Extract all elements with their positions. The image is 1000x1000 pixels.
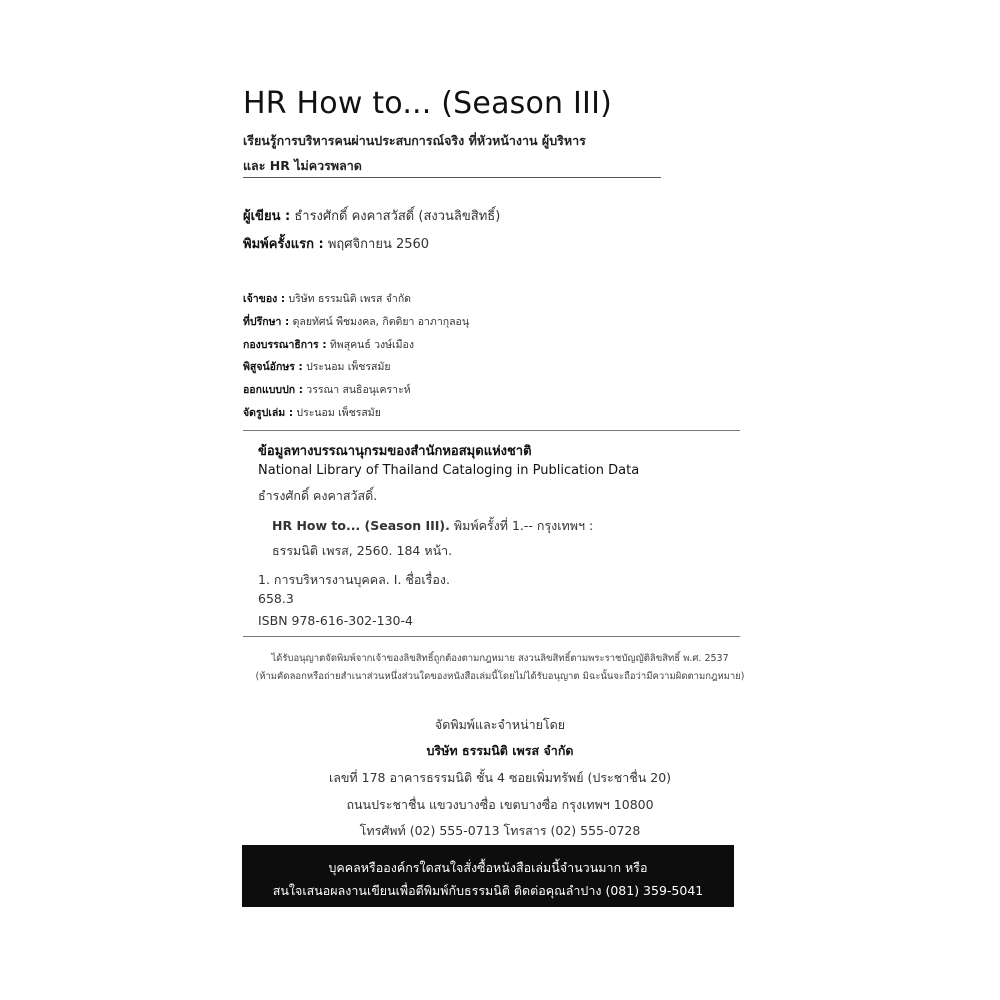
cip-entry-title: HR How to... (Season III). (272, 518, 450, 533)
banner-line-1: บุคคลหรือองค์กรใดสนใจสั่งซื้อหนังสือเล่มนี้จำนวนมาก หรือ (328, 860, 648, 875)
cip-entry-line-2: ธรรมนิติ เพรส, 2560. 184 หน้า. (272, 543, 453, 558)
publisher-phone: โทรศัพท์ (02) 555-0713 โทรสาร (02) 555-0728 (359, 823, 641, 838)
cip-subject: 1. การบริหารงานบุคคล. I. ชื่อเรื่อง. (258, 572, 450, 587)
cip-class-number: 658.3 (258, 591, 294, 606)
staff-row (243, 404, 381, 421)
staff-label: ที่ปรึกษา : (243, 316, 290, 328)
staff-label: กองบรรณาธิการ : (243, 339, 327, 351)
book-subtitle-line-1: เรียนรู้การบริหารคนผ่านประสบการณ์จริง ที่หัวหน้างาน ผู้บริหาร (243, 133, 586, 148)
cip-author: ธำรงศักดิ์ คงคาสวัสดิ์. (258, 488, 378, 503)
author-label: ผู้เขียน : (243, 209, 291, 224)
author-value: ธำรงศักดิ์ คงคาสวัสดิ์ (สงวนลิขสิทธิ์) (294, 209, 501, 224)
cip-entry-line-1 (272, 516, 593, 536)
cip-isbn: ISBN 978-616-302-130-4 (258, 613, 413, 628)
copyright-warning: (ห้ามคัดลอกหรือถ่ายสำเนาส่วนหนึ่งส่วนใดของหนังสือเล่มนี้โดยไม่ได้รับอนุญาต มิฉะนั้นจะถือว่ามีความผิดตามกฎหมาย) (255, 671, 745, 682)
edition-label: พิมพ์ครั้งแรก : (243, 237, 324, 252)
cip-bottom-rule (243, 636, 740, 637)
staff-row (243, 358, 391, 375)
bulk-order-banner (242, 845, 734, 907)
staff-row (243, 336, 414, 353)
cip-heading-english: National Library of Thailand Cataloging in Publication Data (258, 463, 640, 478)
edition-value: พฤศจิกายน 2560 (327, 237, 430, 252)
banner-line-2: สนใจเสนอผลงานเขียนเพื่อตีพิมพ์กับธรรมนิติ ติดต่อคุณลำปาง (081) 359-5041 (272, 883, 704, 898)
copyright-notice: ได้รับอนุญาตจัดพิมพ์จากเจ้าของลิขสิทธิ์ถูกต้องตามกฎหมาย สงวนลิขสิทธิ์ตามพระราชบัญญัติลิขสิทธิ์ พ.ศ. 2537 (271, 653, 729, 664)
staff-value: ดุลยทัศน์ พืชมงคล, กิตติยา อาภากุลอนุ (292, 316, 470, 328)
author-credit (243, 205, 500, 226)
staff-row (243, 313, 469, 330)
staff-label: จัดรูปเล่ม : (243, 407, 294, 419)
staff-label: เจ้าของ : (243, 293, 286, 305)
book-title: HR How to... (Season III) (243, 86, 613, 121)
staff-value: ประนอม เพ็ชรสมัย (306, 361, 391, 373)
cip-top-rule (243, 430, 740, 431)
cip-heading-thai: ข้อมูลทางบรรณานุกรมของสำนักหอสมุดแห่งชาติ (258, 444, 532, 459)
staff-row (243, 381, 411, 398)
staff-value: วรรณา สนธิอนุเคราะห์ (306, 384, 411, 396)
edition-credit (243, 233, 429, 254)
publisher-address-2: ถนนประชาชื่น แขวงบางซื่อ เขตบางซื่อ กรุงเทพฯ 10800 (346, 797, 654, 812)
cip-entry-rest: พิมพ์ครั้งที่ 1.-- กรุงเทพฯ : (449, 518, 594, 533)
publisher-intro: จัดพิมพ์และจำหน่ายโดย (434, 717, 566, 732)
publisher-address-1: เลขที่ 178 อาคารธรรมนิติ ชั้น 4 ซอยเพิ่มทรัพย์ (ประชาชื่น 20) (328, 770, 672, 785)
staff-label: ออกแบบปก : (243, 384, 303, 396)
staff-value: ประนอม เพ็ชรสมัย (296, 407, 381, 419)
publisher-name: บริษัท ธรรมนิติ เพรส จำกัด (426, 743, 574, 758)
staff-label: พิสูจน์อักษร : (243, 361, 303, 373)
title-divider (243, 177, 661, 178)
staff-value: บริษัท ธรรมนิติ เพรส จำกัด (288, 293, 412, 305)
book-subtitle-line-2: และ HR ไม่ควรพลาด (243, 158, 362, 173)
staff-value: ทิพสุคนธ์ วงษ์เมือง (329, 339, 414, 351)
staff-row (243, 290, 411, 307)
